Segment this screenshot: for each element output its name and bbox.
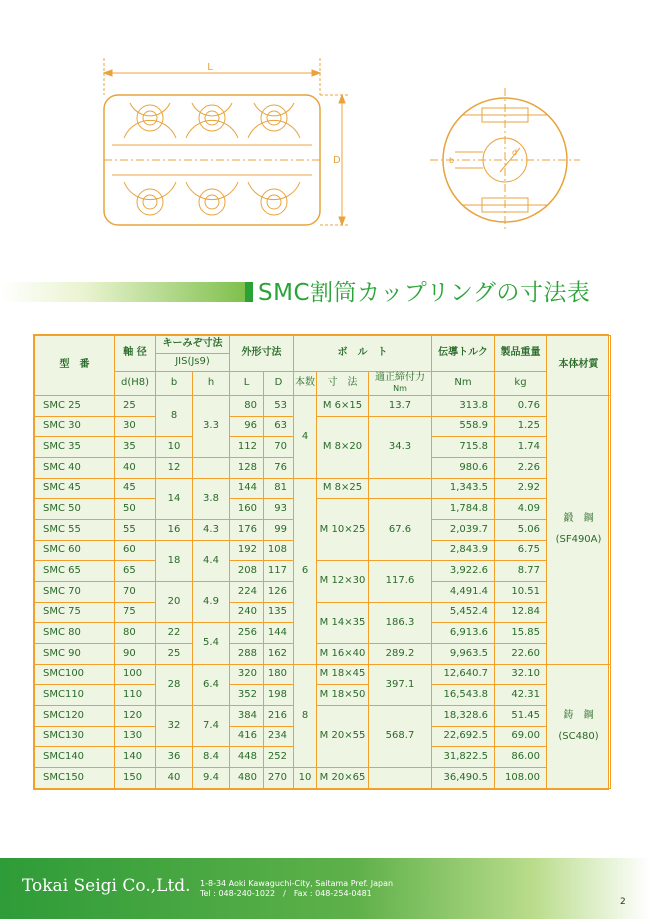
- header-tight-unit: Nm: [393, 383, 407, 393]
- header-nm: Nm: [432, 372, 495, 396]
- header-h: h: [193, 372, 230, 396]
- row-dd: 53: [264, 396, 294, 417]
- row-count: 8: [294, 664, 317, 767]
- row-h: 6.4: [193, 664, 230, 705]
- row-torque: 980.6: [432, 458, 495, 479]
- row-dd: 270: [264, 768, 294, 789]
- row-bolt-size: M 16×40: [317, 644, 369, 665]
- header-weight: 製品重量: [495, 336, 547, 372]
- row-b: 28: [156, 664, 193, 705]
- row-l: 160: [230, 499, 264, 520]
- row-h: 5.4: [193, 623, 230, 664]
- row-weight: 4.09: [495, 499, 547, 520]
- row-weight: 5.06: [495, 520, 547, 541]
- row-h: 4.9: [193, 582, 230, 623]
- row-d: 80: [115, 623, 156, 644]
- row-l: 176: [230, 520, 264, 541]
- row-dd: 81: [264, 478, 294, 499]
- row-l: 384: [230, 706, 264, 727]
- row-torque: 715.8: [432, 437, 495, 458]
- page-number: 2: [620, 897, 626, 907]
- header-kg: kg: [495, 372, 547, 396]
- header-size: 寸 法: [317, 372, 369, 396]
- header-key-groove: キーみぞ寸法: [156, 336, 230, 354]
- material-cast-name: 鋳 鋼: [563, 709, 594, 721]
- row-d: 90: [115, 644, 156, 665]
- row-d: 110: [115, 685, 156, 706]
- row-dd: 135: [264, 602, 294, 623]
- row-b: 14: [156, 478, 193, 519]
- header-jis: JIS(Js9): [156, 354, 230, 372]
- row-bolt-size: M 8×25: [317, 478, 369, 499]
- row-torque: 313.8: [432, 396, 495, 417]
- row-model: SMC 40: [35, 458, 115, 479]
- title-mark: [245, 282, 253, 302]
- tel-fax-line: Tel : 048-240-1022 / Fax : 048-254-0481: [200, 889, 372, 898]
- row-dd: 126: [264, 582, 294, 603]
- row-b: 36: [156, 747, 193, 768]
- row-l: 96: [230, 416, 264, 437]
- row-model: SMC120: [35, 706, 115, 727]
- row-model: SMC110: [35, 685, 115, 706]
- row-weight: 8.77: [495, 561, 547, 582]
- row-weight: 51.45: [495, 706, 547, 727]
- row-model: SMC 45: [35, 478, 115, 499]
- row-dd: 198: [264, 685, 294, 706]
- row-torque: 22,692.5: [432, 726, 495, 747]
- label-l: L: [207, 62, 213, 73]
- row-weight: 0.76: [495, 396, 547, 417]
- row-h: 7.4: [193, 706, 230, 747]
- row-l: 208: [230, 561, 264, 582]
- row-l: 288: [230, 644, 264, 665]
- row-weight: 6.75: [495, 540, 547, 561]
- row-l: 240: [230, 602, 264, 623]
- row-b: 18: [156, 540, 193, 581]
- label-b: b: [449, 156, 455, 165]
- row-dd: 70: [264, 437, 294, 458]
- company-name: Tokai Seigi Co.,Ltd.: [22, 876, 191, 896]
- header-outer: 外形寸法: [230, 336, 294, 372]
- row-model: SMC 55: [35, 520, 115, 541]
- row-d: 55: [115, 520, 156, 541]
- row-d: 50: [115, 499, 156, 520]
- row-d: 70: [115, 582, 156, 603]
- header-bolt: ボ ル ト: [294, 336, 432, 372]
- row-torque: 3,922.6: [432, 561, 495, 582]
- row-torque: 6,913.6: [432, 623, 495, 644]
- material-forged: [547, 396, 611, 665]
- row-tight: 568.7: [369, 706, 432, 768]
- row-model: SMC 25: [35, 396, 115, 417]
- row-weight: 42.31: [495, 685, 547, 706]
- row-bolt-size: M 20×65: [317, 768, 369, 789]
- row-model: SMC 65: [35, 561, 115, 582]
- row-weight: 1.25: [495, 416, 547, 437]
- row-b: 10: [156, 437, 193, 458]
- row-model: SMC 75: [35, 602, 115, 623]
- row-dd: 99: [264, 520, 294, 541]
- row-model: SMC130: [35, 726, 115, 747]
- row-d: 45: [115, 478, 156, 499]
- row-d: 75: [115, 602, 156, 623]
- row-model: SMC 60: [35, 540, 115, 561]
- row-d: 100: [115, 664, 156, 685]
- row-l: 128: [230, 458, 264, 479]
- row-dd: 108: [264, 540, 294, 561]
- row-dd: 144: [264, 623, 294, 644]
- row-tight-empty: [369, 478, 432, 499]
- row-dd: 63: [264, 416, 294, 437]
- row-dd: 76: [264, 458, 294, 479]
- row-model: SMC100: [35, 664, 115, 685]
- row-count: 6: [294, 478, 317, 664]
- row-l: 112: [230, 437, 264, 458]
- row-torque: 36,490.5: [432, 768, 495, 789]
- row-h: 9.4: [193, 768, 230, 789]
- row-tight: 186.3: [369, 602, 432, 643]
- row-h-empty: [193, 458, 230, 479]
- header-d-h8: d(H8): [115, 372, 156, 396]
- row-model: SMC 35: [35, 437, 115, 458]
- row-torque: 1,343.5: [432, 478, 495, 499]
- row-model: SMC 80: [35, 623, 115, 644]
- row-torque: 31,822.5: [432, 747, 495, 768]
- row-d: 65: [115, 561, 156, 582]
- row-torque: 4,491.4: [432, 582, 495, 603]
- row-dd: 180: [264, 664, 294, 685]
- row-bolt-size: M 12×30: [317, 561, 369, 602]
- row-d: 30: [115, 416, 156, 437]
- row-b: 20: [156, 582, 193, 623]
- title-band: [0, 282, 245, 302]
- material-forged-name: 鍛 鋼: [563, 513, 594, 525]
- row-count: 4: [294, 396, 317, 479]
- row-l: 192: [230, 540, 264, 561]
- row-torque: 16,543.8: [432, 685, 495, 706]
- row-model: SMC140: [35, 747, 115, 768]
- row-weight: 108.00: [495, 768, 547, 789]
- material-cast: [547, 664, 611, 788]
- row-model: SMC 70: [35, 582, 115, 603]
- row-b: 25: [156, 644, 193, 665]
- row-l: 416: [230, 726, 264, 747]
- page-title: SMC割筒カップリングの寸法表: [258, 280, 591, 306]
- row-l: 224: [230, 582, 264, 603]
- row-d: 40: [115, 458, 156, 479]
- row-weight: 22.60: [495, 644, 547, 665]
- dimension-table: [33, 334, 609, 790]
- row-model: SMC150: [35, 768, 115, 789]
- row-h: 3.3: [193, 396, 230, 458]
- row-torque: 18,328.6: [432, 706, 495, 727]
- row-d: 35: [115, 437, 156, 458]
- row-weight: 32.10: [495, 664, 547, 685]
- coupling-drawing: [0, 0, 650, 250]
- row-d: 60: [115, 540, 156, 561]
- row-l: 80: [230, 396, 264, 417]
- row-weight: 15.85: [495, 623, 547, 644]
- row-tight: 67.6: [369, 499, 432, 561]
- header-model: 型 番: [35, 336, 115, 396]
- row-weight: 2.92: [495, 478, 547, 499]
- row-bolt-size: M 14×35: [317, 602, 369, 643]
- row-l: 256: [230, 623, 264, 644]
- header-material: 本体材質: [547, 336, 611, 396]
- row-bolt-size: M 6×15: [317, 396, 369, 417]
- label-d-side: D: [333, 155, 341, 166]
- row-b: 32: [156, 706, 193, 747]
- row-b: 40: [156, 768, 193, 789]
- row-weight: 10.51: [495, 582, 547, 603]
- row-h: 8.4: [193, 747, 230, 768]
- row-bolt-size: M 18×45: [317, 664, 369, 685]
- row-dd: 162: [264, 644, 294, 665]
- row-tight: 13.7: [369, 396, 432, 417]
- row-l: 480: [230, 768, 264, 789]
- row-b: 12: [156, 458, 193, 479]
- material-forged-code: (SF490A): [555, 534, 602, 546]
- header-torque: 伝導トルク: [432, 336, 495, 372]
- row-model: SMC 30: [35, 416, 115, 437]
- row-bolt-size: M 18×50: [317, 685, 369, 706]
- header-shaft: 軸 径: [115, 336, 156, 372]
- row-dd: 234: [264, 726, 294, 747]
- row-weight: 86.00: [495, 747, 547, 768]
- address-line: 1-8-34 Aoki Kawaguchi-City, Saitama Pref. Japan: [200, 879, 394, 888]
- row-d: 130: [115, 726, 156, 747]
- row-torque: 9,963.5: [432, 644, 495, 665]
- row-model: SMC 50: [35, 499, 115, 520]
- row-dd: 216: [264, 706, 294, 727]
- row-tight: 34.3: [369, 416, 432, 478]
- row-l: 448: [230, 747, 264, 768]
- company-address: [200, 879, 393, 899]
- row-dd: 93: [264, 499, 294, 520]
- row-count: 10: [294, 768, 317, 789]
- label-d-bore: d: [512, 148, 518, 157]
- header-d: D: [264, 372, 294, 396]
- row-torque: 558.9: [432, 416, 495, 437]
- row-torque: 5,452.4: [432, 602, 495, 623]
- row-model: SMC 90: [35, 644, 115, 665]
- row-b: 8: [156, 396, 193, 437]
- row-b: 16: [156, 520, 193, 541]
- row-weight: 12.84: [495, 602, 547, 623]
- row-torque: 2,843.9: [432, 540, 495, 561]
- header-tight: [369, 372, 432, 396]
- row-h: 4.3: [193, 520, 230, 541]
- row-tight: 117.6: [369, 561, 432, 602]
- row-h: 4.4: [193, 540, 230, 581]
- row-bolt-size: M 8×20: [317, 416, 369, 478]
- row-weight: 2.26: [495, 458, 547, 479]
- row-tight-empty: [369, 768, 432, 789]
- row-l: 320: [230, 664, 264, 685]
- row-bolt-size: M 20×55: [317, 706, 369, 768]
- row-tight: 289.2: [369, 644, 432, 665]
- row-l: 144: [230, 478, 264, 499]
- row-torque: 2,039.7: [432, 520, 495, 541]
- row-tight: 397.1: [369, 664, 432, 705]
- header-tight-label: 適正締付力: [375, 372, 425, 383]
- row-l: 352: [230, 685, 264, 706]
- row-weight: 69.00: [495, 726, 547, 747]
- row-b: 22: [156, 623, 193, 644]
- material-cast-code: (SC480): [558, 730, 599, 742]
- header-l: L: [230, 372, 264, 396]
- row-dd: 117: [264, 561, 294, 582]
- row-d: 150: [115, 768, 156, 789]
- row-d: 120: [115, 706, 156, 727]
- row-weight: 1.74: [495, 437, 547, 458]
- row-d: 140: [115, 747, 156, 768]
- row-h: 3.8: [193, 478, 230, 519]
- row-dd: 252: [264, 747, 294, 768]
- row-bolt-size: M 10×25: [317, 499, 369, 561]
- header-count: 本数: [294, 372, 317, 396]
- row-torque: 1,784.8: [432, 499, 495, 520]
- header-b: b: [156, 372, 193, 396]
- row-torque: 12,640.7: [432, 664, 495, 685]
- row-d: 25: [115, 396, 156, 417]
